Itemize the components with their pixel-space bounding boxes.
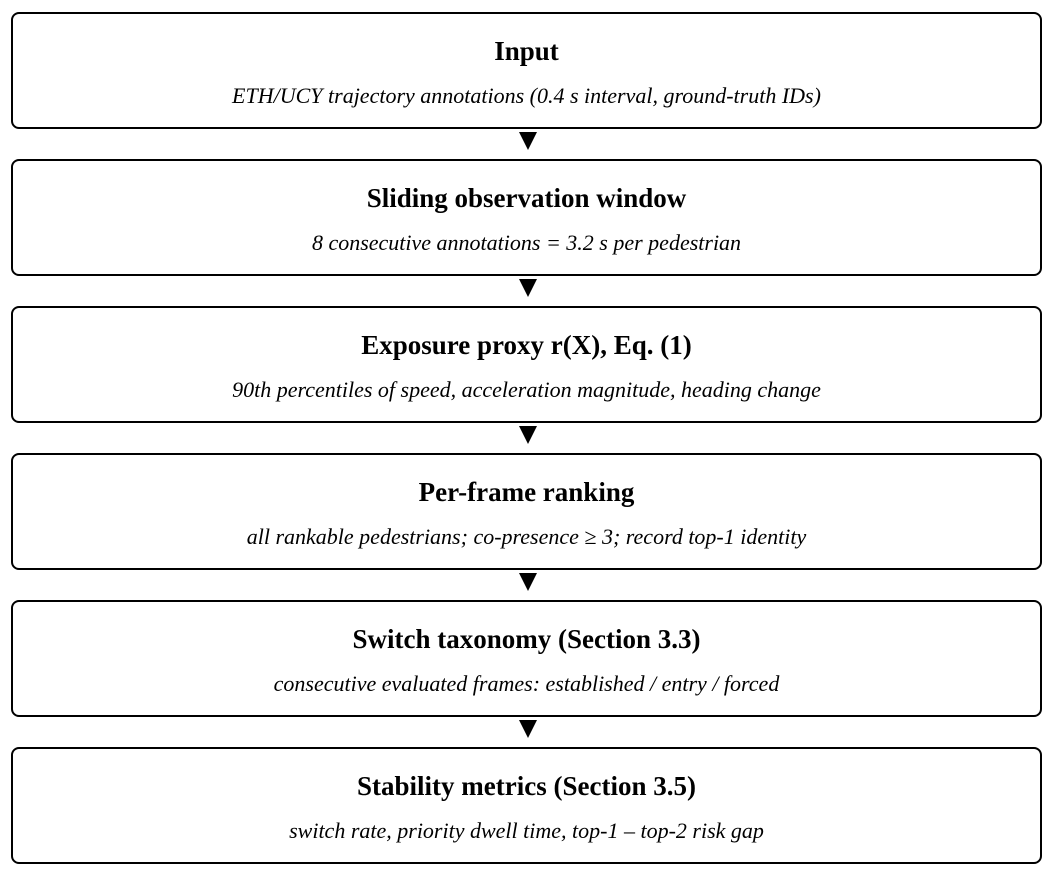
- down-arrow-icon: [519, 132, 537, 150]
- step-input: [11, 12, 1042, 129]
- step-title: Switch taxonomy (Section 3.3): [352, 624, 701, 654]
- down-arrow-icon: [519, 426, 537, 444]
- down-arrow-icon: [519, 279, 537, 297]
- step-title: Exposure proxy r(X), Eq. (1): [361, 330, 692, 360]
- step-detail: 90th percentiles of speed, acceleration magnitude, heading change: [232, 377, 821, 402]
- step-detail: consecutive evaluated frames: established / entry / forced: [273, 671, 780, 696]
- step-detail: 8 consecutive annotations = 3.2 s per pedestrian: [311, 230, 742, 255]
- step-detail: ETH/UCY trajectory annotations (0.4 s interval, ground-truth IDs): [232, 83, 821, 108]
- step-title: Sliding observation window: [366, 183, 687, 213]
- step-detail: switch rate, priority dwell time, top-1 – top-2 risk gap: [289, 818, 764, 843]
- step-stability-metrics: [11, 747, 1042, 864]
- step-per-frame-ranking: [11, 453, 1042, 570]
- step-exposure-proxy: [11, 306, 1042, 423]
- down-arrow-icon: [519, 573, 537, 591]
- step-detail: all rankable pedestrians; co-presence ≥ 3; record top-1 identity: [246, 524, 807, 549]
- step-sliding-window: [11, 159, 1042, 276]
- step-title: Input: [494, 36, 559, 66]
- step-title: Stability metrics (Section 3.5): [357, 771, 696, 801]
- down-arrow-icon: [519, 720, 537, 738]
- step-switch-taxonomy: [11, 600, 1042, 717]
- step-title: Per-frame ranking: [418, 477, 635, 507]
